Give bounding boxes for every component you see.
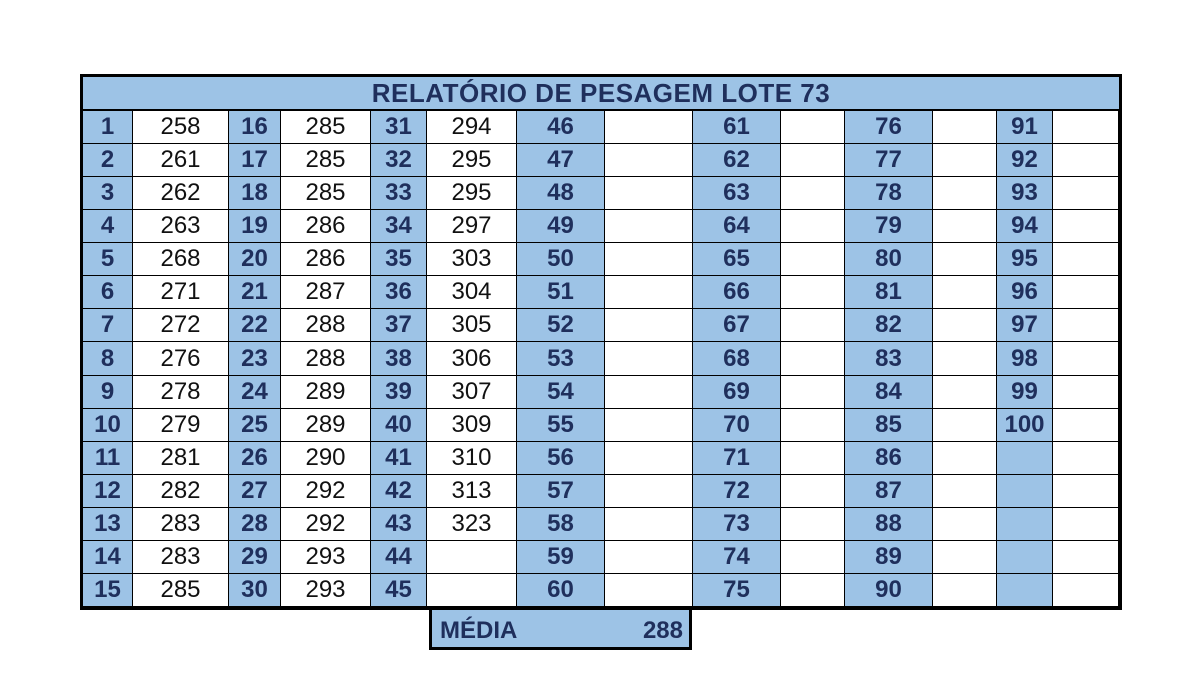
entry-weight: 323 [427, 508, 517, 541]
entry-number: 17 [229, 144, 281, 177]
entry-weight: 293 [281, 574, 371, 607]
entry-number: 84 [845, 376, 933, 409]
entry-weight [1053, 409, 1119, 442]
weighing-grid [83, 111, 1119, 607]
entry-weight: 276 [133, 342, 229, 376]
entry-weight: 292 [281, 475, 371, 508]
entry-number: 6 [83, 276, 133, 309]
entry-number: 71 [693, 442, 781, 475]
entry-weight [605, 342, 693, 376]
entry-weight: 283 [133, 508, 229, 541]
entry-number: 11 [83, 442, 133, 475]
entry-number: 47 [517, 144, 605, 177]
entry-number: 61 [693, 111, 781, 144]
entry-weight [605, 442, 693, 475]
average-box [429, 607, 692, 650]
entry-weight [933, 475, 997, 508]
entry-weight [605, 243, 693, 276]
entry-weight: 309 [427, 409, 517, 442]
entry-weight [933, 309, 997, 342]
entry-number: 64 [693, 210, 781, 243]
entry-number: 4 [83, 210, 133, 243]
entry-weight [427, 574, 517, 607]
entry-number: 12 [83, 475, 133, 508]
entry-number: 83 [845, 342, 933, 376]
entry-number: 100 [997, 409, 1053, 442]
entry-number: 45 [371, 574, 427, 607]
entry-weight: 306 [427, 342, 517, 376]
entry-number: 68 [693, 342, 781, 376]
weighing-report-table [80, 74, 1122, 610]
entry-number: 16 [229, 111, 281, 144]
entry-weight [605, 309, 693, 342]
entry-weight [933, 508, 997, 541]
entry-number: 69 [693, 376, 781, 409]
entry-weight [605, 508, 693, 541]
entry-number: 41 [371, 442, 427, 475]
entry-number: 24 [229, 376, 281, 409]
entry-weight: 283 [133, 541, 229, 574]
entry-weight [933, 409, 997, 442]
entry-weight [605, 541, 693, 574]
entry-number: 72 [693, 475, 781, 508]
entry-weight [781, 442, 845, 475]
entry-number: 59 [517, 541, 605, 574]
entry-number: 44 [371, 541, 427, 574]
entry-number: 52 [517, 309, 605, 342]
entry-weight [933, 376, 997, 409]
entry-number: 70 [693, 409, 781, 442]
entry-number: 32 [371, 144, 427, 177]
entry-number: 63 [693, 177, 781, 210]
entry-weight [1053, 243, 1119, 276]
entry-number: 90 [845, 574, 933, 607]
entry-number: 2 [83, 144, 133, 177]
entry-weight [781, 177, 845, 210]
entry-number: 75 [693, 574, 781, 607]
entry-number: 88 [845, 508, 933, 541]
entry-number: 1 [83, 111, 133, 144]
entry-number: 18 [229, 177, 281, 210]
entry-number: 80 [845, 243, 933, 276]
entry-number: 93 [997, 177, 1053, 210]
entry-number: 58 [517, 508, 605, 541]
entry-number: 74 [693, 541, 781, 574]
entry-weight: 310 [427, 442, 517, 475]
entry-weight [933, 111, 997, 144]
entry-number: 89 [845, 541, 933, 574]
entry-weight: 285 [281, 111, 371, 144]
entry-weight: 292 [281, 508, 371, 541]
entry-number: 77 [845, 144, 933, 177]
entry-weight: 282 [133, 475, 229, 508]
entry-number: 60 [517, 574, 605, 607]
entry-weight: 295 [427, 144, 517, 177]
entry-number: 31 [371, 111, 427, 144]
entry-number: 10 [83, 409, 133, 442]
entry-number: 97 [997, 309, 1053, 342]
entry-number: 3 [83, 177, 133, 210]
entry-number: 7 [83, 309, 133, 342]
entry-weight [781, 276, 845, 309]
entry-weight: 293 [281, 541, 371, 574]
entry-weight [781, 541, 845, 574]
entry-number: 43 [371, 508, 427, 541]
empty-weight-cell [1053, 475, 1119, 508]
entry-weight [933, 541, 997, 574]
entry-number: 99 [997, 376, 1053, 409]
entry-weight: 288 [281, 342, 371, 376]
entry-weight: 271 [133, 276, 229, 309]
entry-number: 67 [693, 309, 781, 342]
entry-number: 8 [83, 342, 133, 376]
entry-weight [605, 111, 693, 144]
entry-weight: 289 [281, 409, 371, 442]
entry-weight [1053, 210, 1119, 243]
entry-number: 33 [371, 177, 427, 210]
entry-number: 82 [845, 309, 933, 342]
entry-weight [1053, 376, 1119, 409]
entry-number: 35 [371, 243, 427, 276]
entry-weight [933, 144, 997, 177]
entry-weight [933, 574, 997, 607]
entry-number: 14 [83, 541, 133, 574]
entry-number: 26 [229, 442, 281, 475]
entry-weight [781, 144, 845, 177]
entry-weight [1053, 111, 1119, 144]
entry-number: 92 [997, 144, 1053, 177]
entry-weight: 268 [133, 243, 229, 276]
entry-number: 50 [517, 243, 605, 276]
entry-weight [427, 541, 517, 574]
entry-weight [1053, 144, 1119, 177]
entry-weight [933, 442, 997, 475]
entry-weight: 295 [427, 177, 517, 210]
entry-number: 28 [229, 508, 281, 541]
entry-number: 73 [693, 508, 781, 541]
entry-weight: 286 [281, 243, 371, 276]
entry-weight [781, 409, 845, 442]
entry-number: 85 [845, 409, 933, 442]
entry-number: 20 [229, 243, 281, 276]
entry-weight [605, 144, 693, 177]
report-title: RELATÓRIO DE PESAGEM LOTE 73 [83, 77, 1119, 111]
entry-weight [605, 409, 693, 442]
entry-number: 96 [997, 276, 1053, 309]
entry-weight [1053, 276, 1119, 309]
entry-weight: 278 [133, 376, 229, 409]
entry-number: 39 [371, 376, 427, 409]
empty-number-cell [997, 475, 1053, 508]
entry-number: 79 [845, 210, 933, 243]
entry-number: 78 [845, 177, 933, 210]
entry-weight: 262 [133, 177, 229, 210]
entry-number: 9 [83, 376, 133, 409]
average-value: 288 [642, 617, 683, 644]
entry-weight [933, 210, 997, 243]
entry-weight: 272 [133, 309, 229, 342]
entry-weight [781, 475, 845, 508]
entry-weight [933, 276, 997, 309]
entry-weight [605, 210, 693, 243]
entry-weight [1053, 342, 1119, 376]
entry-number: 36 [371, 276, 427, 309]
entry-number: 66 [693, 276, 781, 309]
entry-weight [781, 342, 845, 376]
entry-weight [781, 376, 845, 409]
entry-weight: 313 [427, 475, 517, 508]
entry-number: 19 [229, 210, 281, 243]
empty-weight-cell [1053, 508, 1119, 541]
entry-number: 53 [517, 342, 605, 376]
entry-number: 15 [83, 574, 133, 607]
entry-weight [1053, 177, 1119, 210]
empty-number-cell [997, 508, 1053, 541]
entry-weight: 290 [281, 442, 371, 475]
entry-number: 51 [517, 276, 605, 309]
entry-number: 30 [229, 574, 281, 607]
average-label: MÉDIA [440, 617, 518, 644]
entry-weight: 281 [133, 442, 229, 475]
entry-weight: 285 [133, 574, 229, 607]
entry-weight: 288 [281, 309, 371, 342]
entry-weight: 304 [427, 276, 517, 309]
empty-number-cell [997, 574, 1053, 607]
entry-number: 21 [229, 276, 281, 309]
entry-weight: 263 [133, 210, 229, 243]
entry-number: 37 [371, 309, 427, 342]
empty-weight-cell [1053, 442, 1119, 475]
entry-number: 42 [371, 475, 427, 508]
entry-weight [781, 508, 845, 541]
entry-weight: 261 [133, 144, 229, 177]
entry-weight [1053, 309, 1119, 342]
entry-weight: 258 [133, 111, 229, 144]
entry-number: 27 [229, 475, 281, 508]
entry-weight [605, 276, 693, 309]
entry-number: 94 [997, 210, 1053, 243]
entry-number: 54 [517, 376, 605, 409]
entry-weight [933, 243, 997, 276]
entry-number: 25 [229, 409, 281, 442]
entry-number: 87 [845, 475, 933, 508]
entry-weight: 307 [427, 376, 517, 409]
entry-number: 76 [845, 111, 933, 144]
entry-weight: 303 [427, 243, 517, 276]
entry-number: 5 [83, 243, 133, 276]
entry-number: 91 [997, 111, 1053, 144]
entry-weight: 279 [133, 409, 229, 442]
empty-weight-cell [1053, 541, 1119, 574]
entry-weight: 297 [427, 210, 517, 243]
entry-number: 56 [517, 442, 605, 475]
entry-number: 22 [229, 309, 281, 342]
entry-weight [605, 475, 693, 508]
empty-number-cell [997, 541, 1053, 574]
entry-number: 13 [83, 508, 133, 541]
entry-number: 55 [517, 409, 605, 442]
entry-weight: 287 [281, 276, 371, 309]
entry-number: 98 [997, 342, 1053, 376]
entry-weight: 285 [281, 177, 371, 210]
entry-number: 65 [693, 243, 781, 276]
entry-weight [605, 574, 693, 607]
entry-number: 29 [229, 541, 281, 574]
entry-number: 62 [693, 144, 781, 177]
entry-number: 40 [371, 409, 427, 442]
entry-weight: 305 [427, 309, 517, 342]
entry-weight [781, 111, 845, 144]
empty-number-cell [997, 442, 1053, 475]
entry-number: 81 [845, 276, 933, 309]
entry-number: 23 [229, 342, 281, 376]
entry-number: 34 [371, 210, 427, 243]
entry-number: 38 [371, 342, 427, 376]
entry-weight [781, 243, 845, 276]
entry-number: 46 [517, 111, 605, 144]
entry-number: 48 [517, 177, 605, 210]
entry-number: 57 [517, 475, 605, 508]
entry-weight [781, 309, 845, 342]
entry-weight [605, 376, 693, 409]
entry-weight [933, 177, 997, 210]
entry-weight: 286 [281, 210, 371, 243]
entry-weight [933, 342, 997, 376]
entry-weight: 289 [281, 376, 371, 409]
entry-weight [781, 574, 845, 607]
entry-weight [605, 177, 693, 210]
entry-weight: 285 [281, 144, 371, 177]
entry-number: 49 [517, 210, 605, 243]
entry-weight: 294 [427, 111, 517, 144]
entry-number: 95 [997, 243, 1053, 276]
entry-weight [781, 210, 845, 243]
empty-weight-cell [1053, 574, 1119, 607]
entry-number: 86 [845, 442, 933, 475]
